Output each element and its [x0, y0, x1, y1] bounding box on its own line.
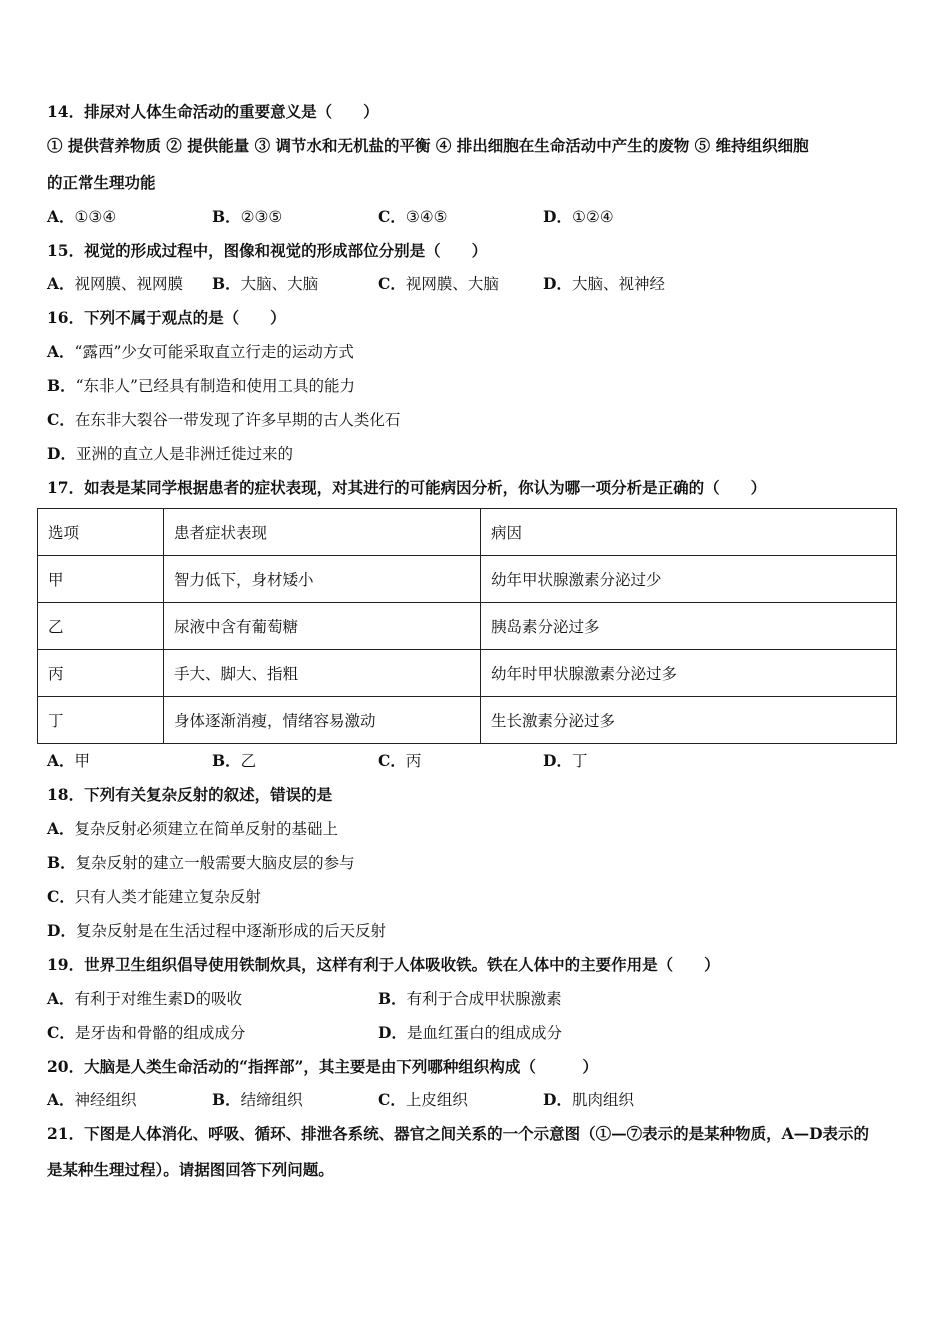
q20-option-c: C．上皮组织 — [378, 1090, 468, 1109]
q15-option-b: B．大脑、大脑 — [212, 274, 319, 293]
table-cell: 丙 — [38, 650, 164, 697]
table-cell: 幼年时甲状腺激素分泌过多 — [481, 650, 897, 697]
q17-table — [37, 508, 897, 744]
table-cell: 智力低下，身材矮小 — [164, 556, 481, 603]
q21-stem-line2: 是某种生理过程）。请据图回答下列问题。 — [47, 1160, 334, 1179]
q16-option-d: D．亚洲的直立人是非洲迁徙过来的 — [47, 444, 293, 463]
table-cell: 丁 — [38, 697, 164, 744]
table-cell: 乙 — [38, 603, 164, 650]
q14-option-a: A．①③④ — [47, 207, 117, 226]
table-cell: 手大、脚大、指粗 — [164, 650, 481, 697]
q16-stem: 16．下列不属于观点的是（ ） — [47, 308, 286, 327]
q20-stem: 20．大脑是人类生命活动的“指挥部”，其主要是由下列哪种组织构成（ ） — [47, 1057, 598, 1076]
q20-option-d: D．肌肉组织 — [543, 1090, 634, 1109]
table-cell: 尿液中含有葡萄糖 — [164, 603, 481, 650]
q19-option-c: C．是牙齿和骨骼的组成成分 — [47, 1023, 246, 1042]
q18-option-b: B．复杂反射的建立一般需要大脑皮层的参与 — [47, 853, 355, 872]
q19-option-a: A．有利于对维生素D的吸收 — [47, 989, 242, 1008]
q19-stem: 19．世界卫生组织倡导使用铁制炊具，这样有利于人体吸收铁。铁在人体中的主要作用是（ ） — [47, 955, 720, 974]
q15-stem: 15．视觉的形成过程中，图像和视觉的形成部位分别是（ ） — [47, 241, 488, 260]
q15-option-d: D．大脑、视神经 — [543, 274, 665, 293]
table-header-cell: 病因 — [481, 509, 897, 556]
table-header-cell: 选项 — [38, 509, 164, 556]
q18-stem: 18．下列有关复杂反射的叙述，错误的是 — [47, 785, 333, 804]
q14-items-line2: 的正常生理功能 — [47, 173, 156, 192]
q15-option-a: A．视网膜、视网膜 — [47, 274, 184, 293]
q17-stem: 17．如表是某同学根据患者的症状表现，对其进行的可能病因分析，你认为哪一项分析是正确的（ ） — [47, 478, 767, 497]
q16-option-b: B．“东非人”已经具有制造和使用工具的能力 — [47, 376, 355, 395]
table-cell: 身体逐渐消瘦，情绪容易激动 — [164, 697, 481, 744]
q14-option-b: B．②③⑤ — [212, 207, 283, 226]
table-header-row — [38, 509, 897, 556]
q21-stem-line1: 21．下图是人体消化、呼吸、循环、排泄各系统、器官之间关系的一个示意图（①—⑦表示的是某种物质，A—D表示的 — [47, 1124, 870, 1143]
q14-items-line1: ① 提供营养物质 ② 提供能量 ③ 调节水和无机盐的平衡 ④ 排出细胞在生命活动中产生的废物 ⑤ 维持组织细胞 — [47, 136, 809, 155]
q16-option-c: C．在东非大裂谷一带发现了许多早期的古人类化石 — [47, 410, 401, 429]
q17-option-c: C．丙 — [378, 751, 422, 770]
q18-option-d: D．复杂反射是在生活过程中逐渐形成的后天反射 — [47, 921, 386, 940]
q18-option-c: C．只有人类才能建立复杂反射 — [47, 887, 261, 906]
q19-option-d: D．是血红蛋白的组成成分 — [378, 1023, 562, 1042]
q17-option-b: B．乙 — [212, 751, 257, 770]
table-row — [38, 603, 897, 650]
q17-option-d: D．丁 — [543, 751, 588, 770]
table-cell: 幼年甲状腺激素分泌过少 — [481, 556, 897, 603]
table-row — [38, 556, 897, 603]
q15-option-c: C．视网膜、大脑 — [378, 274, 499, 293]
table-header-cell: 患者症状表现 — [164, 509, 481, 556]
q17-option-a: A．甲 — [47, 751, 91, 770]
q16-option-a: A．“露西”少女可能采取直立行走的运动方式 — [47, 342, 354, 361]
table-row — [38, 697, 897, 744]
q14-option-d: D．①②④ — [543, 207, 614, 226]
q19-option-b: B．有利于合成甲状腺激素 — [378, 989, 562, 1008]
table-row — [38, 650, 897, 697]
table-cell: 甲 — [38, 556, 164, 603]
q14-option-c: C．③④⑤ — [378, 207, 448, 226]
q18-option-a: A．复杂反射必须建立在简单反射的基础上 — [47, 819, 339, 838]
table-cell: 胰岛素分泌过多 — [481, 603, 897, 650]
q14-stem: 14．排尿对人体生命活动的重要意义是（ ） — [47, 102, 379, 121]
table-cell: 生长激素分泌过多 — [481, 697, 897, 744]
q20-option-a: A．神经组织 — [47, 1090, 137, 1109]
q20-option-b: B．结缔组织 — [212, 1090, 303, 1109]
